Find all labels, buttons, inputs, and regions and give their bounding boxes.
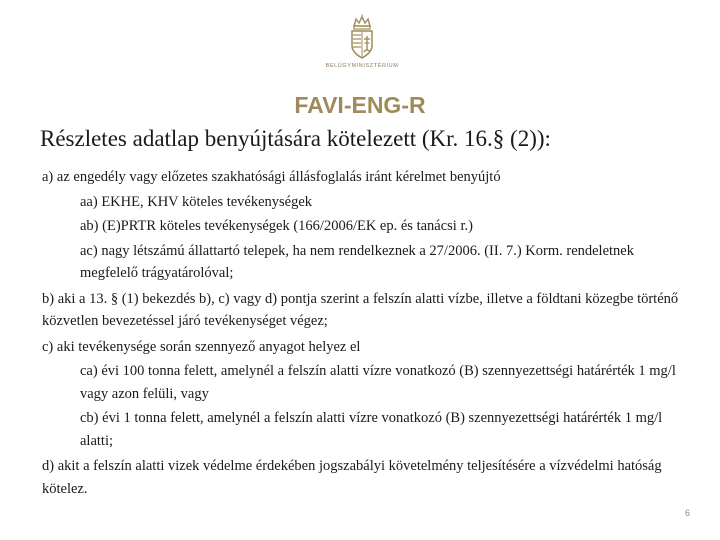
hungarian-coat-of-arms-icon [347,14,377,60]
list-item-ab: ab) (E)PRTR köteles tevékenységek (166/2006/EK ep. és tanácsi r.) [80,218,473,234]
list-item-c: c) aki tevékenysége során szennyező anyagot helyez el [42,338,361,355]
slide-title: FAVI-ENG-R [294,92,426,118]
list-item-b: b) aki a 13. § (1) bekezdés b), c) vagy d) pontja szerint a felszín alatti vízbe, illetve a földtani közegbe történő közvetlen bevezetéssel járó tevékenységet végez; [42,290,679,329]
list-item-aa: aa) EKHE, KHV köteles tevékenységek [80,193,313,210]
list-item-cb: cb) évi 1 tonna felett, amelynél a felszín alatti vízre vonatkozó (B) szennyezettségi határérték 1 mg/l alatti; [80,410,663,449]
list-item-ca: ca) évi 100 tonna felett, amelynél a felszín alatti vízre vonatkozó (B) szennyezettségi határérték 1 mg/l vagy azon felüli, vagy [80,363,676,402]
ministry-name: BELÜGYMINISZTÉRIUM [325,63,399,69]
list-item-ac: ac) nagy létszámú állattartó telepek, ha nem rendelkeznek a 27/2006. (II. 7.) Korm. rendeletnek megfelelő trágyatárolóval; [80,242,634,281]
list-item-d: d) akit a felszín alatti vizek védelme érdekében jogszabályi követelmény teljesítésére a vízvédelmi hatóság kötelez. [42,458,662,497]
ministry-logo [316,14,408,76]
list-item-a: a) az engedély vagy előzetes szakhatósági állásfoglalás iránt kérelmet benyújtó [42,169,501,185]
page-number: 6 [684,508,690,518]
obligation-list [42,163,692,500]
slide-subtitle: Részletes adatlap benyújtására kötelezett (Kr. 16.§ (2)): [40,126,551,151]
